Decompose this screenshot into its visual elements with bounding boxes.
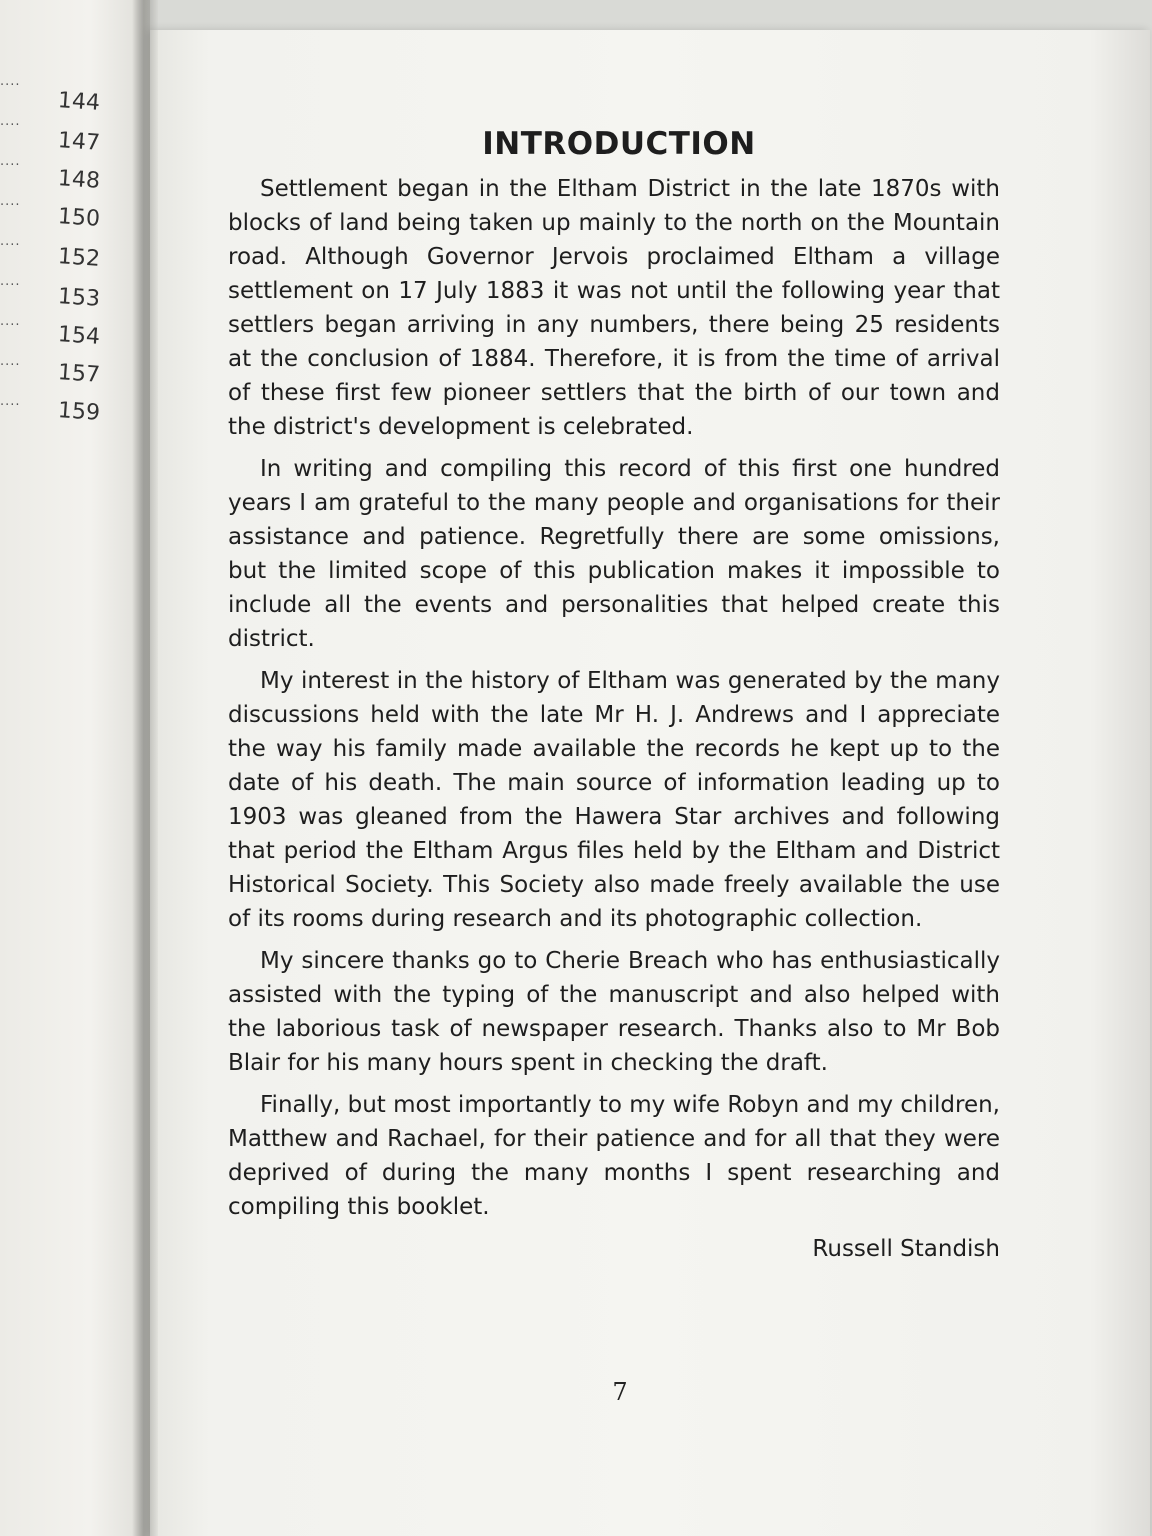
paragraph: My sincere thanks go to Cherie Breach who has enthusiastically assisted with the typing of the manuscript and also helped with the laborious task of newspaper research. Thanks also to Mr Bob Blair for his many hours spent in checking the draft. <box>228 948 1000 1076</box>
toc-leader-dots: .... <box>0 314 21 329</box>
toc-page-number: 148 <box>57 166 101 194</box>
toc-leader-dots: .... <box>0 234 21 249</box>
toc-leader-dots: .... <box>0 274 21 289</box>
paragraph: My interest in the history of Eltham was generated by the many discussions held with the late Mr H. J. Andrews and I appreciate the way his family made available the records he kept up to the date of his death. The main source of information leading up to 1903 was gleaned from the Hawera Star archives and following that period the Eltham Argus files held by the Eltham and District Historical Society. This Society also made freely available the use of its rooms during research and its photographic collection. <box>228 668 1000 932</box>
paragraph: In writing and compiling this record of this first one hundred years I am grateful to the many people and organisations for their assistance and patience. Regretfully there are some omissions, but the limited scope of this publication makes it impossible to include all the events and personalities that helped create this district. <box>228 456 1000 652</box>
toc-leader-dots: .... <box>0 394 21 409</box>
toc-leader-dots: .... <box>0 74 21 89</box>
page-title: INTRODUCTION <box>482 126 756 162</box>
paragraph: Finally, but most importantly to my wife Robyn and my children, Matthew and Rachael, for their patience and for all that they were deprived of during the many months I spent researching and compiling this booklet. <box>228 1092 1000 1220</box>
author-signature: Russell Standish <box>812 1236 1000 1262</box>
toc-leader-dots: .... <box>0 354 21 369</box>
toc-leader-dots: .... <box>0 114 21 129</box>
toc-page-number: 154 <box>57 322 101 350</box>
paragraph: Settlement began in the Eltham District in the late 1870s with blocks of land being taken up mainly to the north on the Mountain road. Although Governor Jervois proclaimed Eltham a village settlement on 17 July 1883 it was not until the following year that settlers began arriving in any numbers, there being 25 residents at the conclusion of 1884. Therefore, it is from the time of arrival of these first few pioneer settlers that the birth of our town and the district's development is celebrated. <box>228 176 1000 440</box>
toc-page-number: 157 <box>57 360 101 388</box>
left-page <box>0 0 150 1536</box>
toc-page-number: 150 <box>57 204 101 232</box>
toc-page-number: 147 <box>57 128 101 156</box>
toc-leader-dots: .... <box>0 154 21 169</box>
page-number: 7 <box>612 1378 628 1406</box>
toc-leader-dots: .... <box>0 194 21 209</box>
toc-page-number: 153 <box>57 284 101 312</box>
toc-page-number: 159 <box>57 398 101 426</box>
book-gutter <box>132 0 158 1536</box>
introduction-text-block <box>228 122 1000 1266</box>
toc-page-number: 144 <box>57 88 101 116</box>
toc-page-number: 152 <box>57 244 101 272</box>
